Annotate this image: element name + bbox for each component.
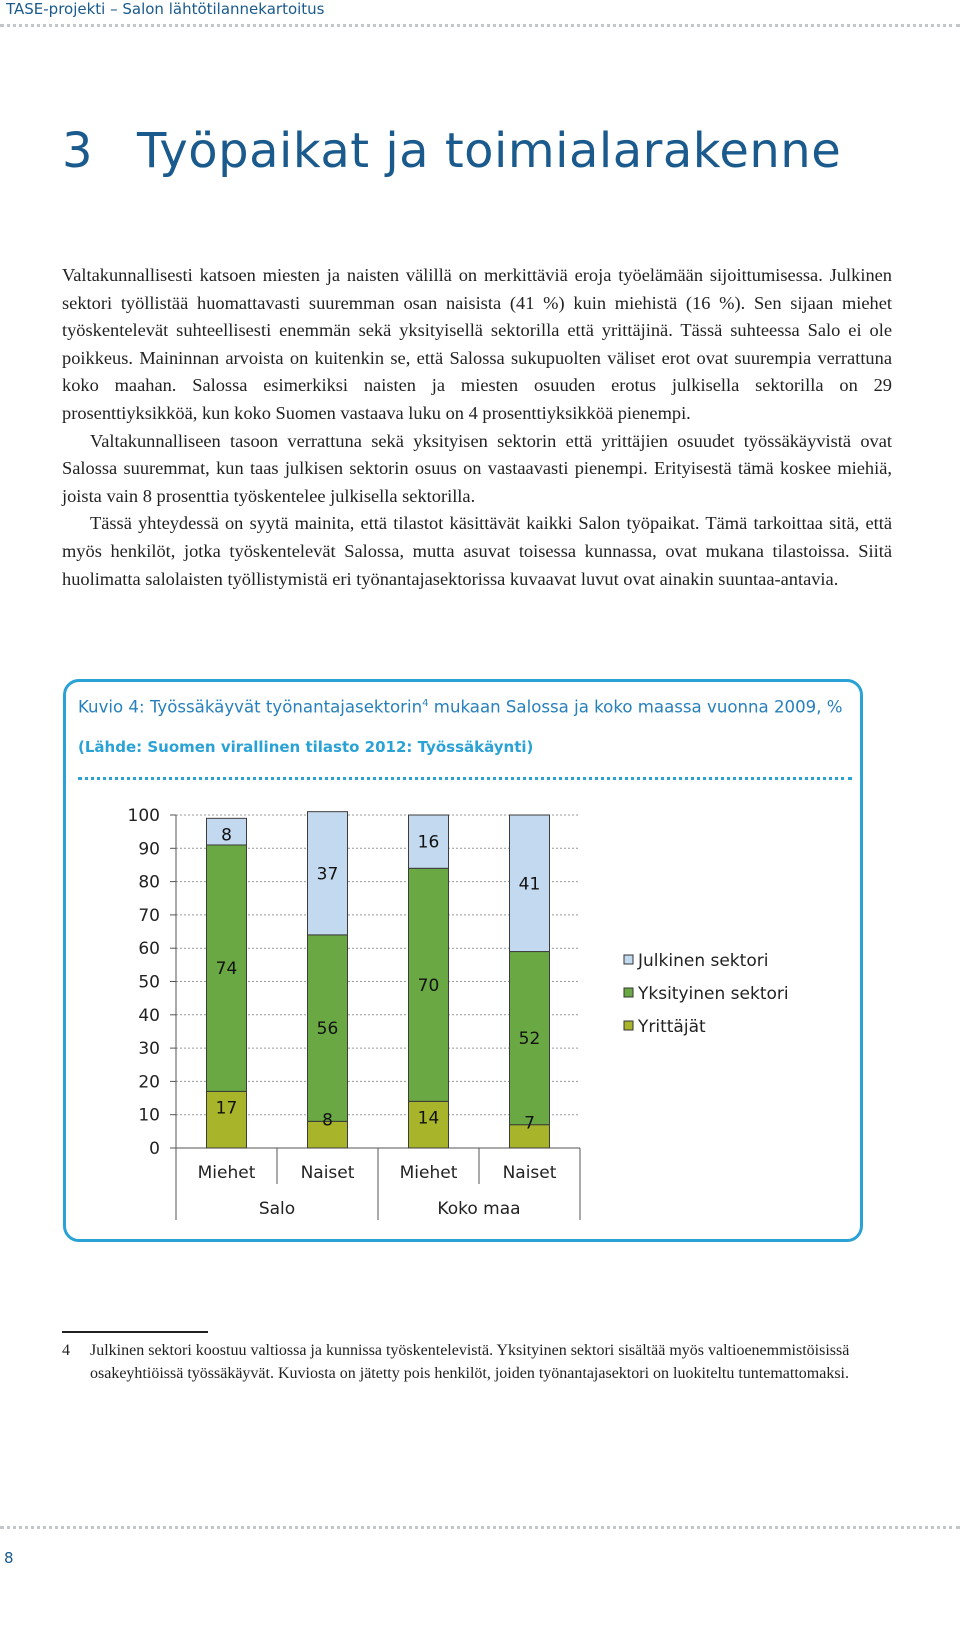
data-label: 52 [518,1029,541,1050]
legend-label: Julkinen sektori [638,951,769,971]
chapter-number: 3 [62,123,94,179]
stacked-bar-chart [70,795,810,1225]
y-tick-label: 50 [138,972,160,993]
data-label: 17 [215,1098,238,1119]
data-label: 74 [215,959,238,980]
category-label: Miehet [399,1163,458,1183]
figure-title-footnote-ref: 4 [422,698,429,709]
footnote-number: 4 [62,1342,70,1359]
chapter-title-text: Työpaikat ja toimialarakenne [137,123,842,179]
paragraph-2: Valtakunnalliseen tasoon verrattuna sekä yksityisen sektorin että yrittäjien osuudet työssäkäyvistä ovat Salossa suuremmat, kun taas julkisen sektorin osuus on vastaavasti pienempi. Erityisestä tämä koskee miehiä, joista vain 8 prosenttia työskentelee julkisella sektorilla. [62,430,892,506]
paragraph-1: Valtakunnallisesti katsoen miesten ja naisten välillä on merkittäviä eroja työelämään sijoittumisessa. Julkinen sektori työllistää huomattavasti suuremman osan naisista (41 %) kuin miehistä (16 %). Sen sijaan miehet työskentelevät suhteellisesti enemmän sekä yksityisellä sektorilla että yrittäjinä. Tässä suhteessa Salo ei ole poikkeus. Maininnan arvoista on kuitenkin se, että Salossa sukupuolten väliset erot ovat suurempia verrattuna koko maahan. Salossa esimerkiksi naisten ja miesten osuuden erotus julkisella sektorilla on 29 prosenttiyksikköä, kun koko Suomen vastaava luku on 4 prosenttiyksikköä pienempi. [62,265,892,423]
y-tick-label: 100 [127,806,160,826]
category-label: Miehet [197,1163,256,1183]
group-label: Salo [258,1199,296,1219]
category-label: Naiset [502,1163,557,1183]
figure-divider [78,777,852,780]
y-tick-label: 30 [138,1039,160,1060]
page-number: 8 [4,1549,14,1567]
legend-swatch [624,955,633,964]
y-tick-label: 70 [138,905,160,926]
data-label: 7 [524,1113,535,1134]
header-divider [0,24,960,27]
y-tick-label: 60 [138,939,160,960]
footnote-rule [62,1331,208,1333]
data-label: 14 [417,1108,440,1129]
data-label: 41 [518,874,541,895]
y-tick-label: 0 [149,1139,160,1159]
legend-label: Yksityinen sektori [638,984,789,1004]
figure-source: (Lähde: Suomen virallinen tilasto 2012: Työssäkäynti) [78,738,534,756]
running-header: TASE-projekti – Salon lähtötilannekartoitus [6,0,325,18]
category-label: Naiset [300,1163,355,1183]
legend-label: Yrittäjät [638,1017,706,1037]
data-label: 16 [417,832,440,853]
footer-divider [0,1526,960,1529]
body-text [62,262,892,593]
data-label: 37 [316,864,339,885]
y-tick-label: 40 [138,1005,160,1026]
chapter-title [62,123,841,179]
data-label: 70 [417,975,440,996]
paragraph-3: Tässä yhteydessä on syytä mainita, että tilastot käsittävät kaikki Salon työpaikat. Tämä tarkoittaa sitä, että myös henkilöt, jotka työskentelevät Salossa, mutta asuvat toisessa kunnassa, ovat mukana tilastoissa. Siitä huolimatta salolaisten työllistymistä eri työnantajasektorissa kuvaavat luvut ovat ainakin suuntaa-antavia. [62,513,892,589]
legend-swatch [624,1021,633,1030]
y-tick-label: 10 [138,1105,160,1126]
footnote [62,1339,862,1385]
y-tick-label: 20 [138,1072,160,1093]
y-tick-label: 80 [138,872,160,893]
data-label: 8 [221,825,232,846]
figure-title-suffix: mukaan Salossa ja koko maassa vuonna 2009, % [428,697,843,717]
data-label: 56 [316,1019,339,1040]
figure-title-prefix: Kuvio 4: Työssäkäyvät työnantajasektorin [78,697,423,717]
group-label: Koko maa [437,1199,521,1219]
y-tick-label: 90 [138,839,160,860]
data-label: 8 [322,1110,333,1131]
footnote-text: Julkinen sektori koostuu valtiossa ja kunnissa työskentelevistä. Yksityinen sektori sisältää myös valtioenemmistöisissä osakeyhtiöissä työssäkäyvät. Kuviosta on jätetty pois henkilöt, joiden työnantajasektori on luokiteltu tuntemattomaksi. [90,1342,850,1382]
legend-swatch [624,988,633,997]
figure-title [78,692,848,720]
